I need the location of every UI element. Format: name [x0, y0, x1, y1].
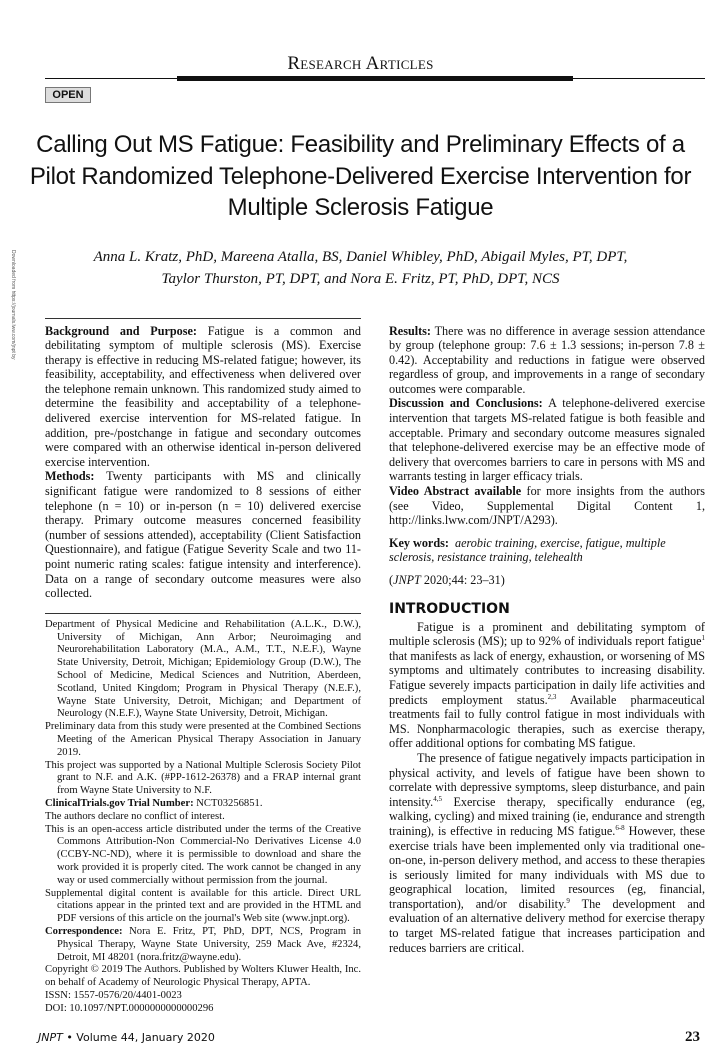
section-heading: Research Articles [287, 53, 434, 74]
right-column [389, 318, 705, 1016]
preliminary-note: Preliminary data from this study were presented at the Combined Sections Meeting of the American Physical Therapy Association in January 2019. [45, 721, 361, 758]
footnotes [45, 619, 361, 1016]
header-rule-thick [177, 76, 573, 81]
correspondence: Correspondence: Nora E. Fritz, PT, PhD, DPT, NCS, Program in Physical Therapy, Wayne State University, 259 Mack Ave, #2324, Detroit, MI 48201 (nora.fritz@wayne.edu). [45, 925, 361, 963]
citation: (JNPT 2020;44: 23–31) [389, 573, 505, 587]
left-column [45, 318, 361, 1016]
supplemental-note: Supplemental digital content is available for this article. Direct URL citations appear in the printed text and are provided in the HTML and PDF versions of this article on the journal's Web site (www.jnpt.org). [45, 887, 361, 925]
abstract-rule [45, 318, 361, 319]
abstract-methods: Methods: Twenty participants with MS and clinically significant fatigue were randomized to 8 sessions of either telephone (n = 10) or in-person (n = 10) delivered exercise therapy. Primary outcome measures concerned feasibility (number of sessions attended), acceptability (Client Satisfaction Questionnaire), and fatigue (Fatigue Severity Scale and two 11-point numeric rating scales: fatigue intensity and interference). Data on a range of secondary outcome measures were also collected. [45, 469, 361, 601]
abstract-video: Video Abstract available for more insights from the authors (see Video, Supplemental Digital Content 1, http://links.lww.com/JNPT/A293). [389, 484, 705, 528]
introduction-heading: INTRODUCTION [389, 600, 510, 617]
abstract-background: Background and Purpose: Fatigue is a common and debilitating symptom of multiple sclerosis (MS). Exercise therapy is effective in reducing MS-related fatigue; however, its feasibility, acceptability, and effectiveness when delivered over the telephone remain unknown. This randomized study aimed to determine the feasibility and acceptability of a telephone-delivered exercise intervention for MS-related fatigue. In addition, pre-/postchange in fatigue and secondary outcomes were compared with an otherwise identical in-person delivered exercise intervention. [45, 323, 361, 469]
trial-number: ClinicalTrials.gov Trial Number: NCT03256851. [45, 797, 263, 809]
author-list [0, 246, 721, 290]
copyright: Copyright © 2019 The Authors. Published by Wolters Kluwer Health, Inc. on behalf of Academy of Neurologic Physical Therapy, APTA. [45, 964, 361, 989]
conflict-note: The authors declare no conflict of interest. [45, 810, 225, 822]
funding-note: This project was supported by a National Multiple Sclerosis Society Pilot grant to N.F. and A.K. (#PP-1612-26378) and a FRAP internal grant from Wayne State University to N.F. [45, 759, 361, 797]
intro-paragraph: The presence of fatigue negatively impacts participation in physical activity, and levels of fatigue have been shown to correlate with depressive symptoms, sleep disturbance, and pain intensity.$^{4,5}$ Exercise therapy, specifically endurance (eg, walking, cycling) and mixed training (ie, endurance and strength training), is effective in reducing MS fatigue.$^{6-8}$ However, these exercise trials have been implemented only via traditional one-on-one, in-person delivery method, and access to these therapies is seriously limited for many individuals with MS due to geographical location, limited resources (eg, financial, transportation), and/or disability.$^9$ The development and evaluation of an alternative delivery method for exercise therapy to target MS-related fatigue that increases participation and reduces barriers are critical. [389, 750, 705, 955]
doi: DOI: 10.1097/NPT.0000000000000296 [45, 1002, 214, 1014]
keywords: Key words: aerobic training, exercise, fatigue, multiple sclerosis, resistance training, telehealth [389, 535, 666, 565]
footer-journal-info: JNPT • Volume 44, January 2020 [38, 1031, 215, 1045]
page-number: 23 [685, 1029, 700, 1046]
article-title: Calling Out MS Fatigue: Feasibility and Preliminary Effects of a Pilot Randomized Telephone-Delivered Exercise Intervention for Multiple Sclerosis Fatigue [29, 131, 692, 221]
footnote-rule [45, 613, 361, 614]
download-watermark: Downloaded from https://journals.lww.com/jnpt by [10, 250, 16, 360]
author-line: Taylor Thurston, PT, DPT, and Nora E. Fritz, PT, PhD, DPT, NCS [161, 270, 560, 287]
header-rules [45, 76, 705, 82]
license-note: This is an open-access article distributed under the terms of the Creative Commons Attribution-Non Commercial-No Derivatives License 4.0 (CCBY-NC-ND), where it is permissible to download and share the work provided it is properly cited. The work cannot be changed in any way or used commercially without permission from the journal. [45, 823, 361, 886]
abstract-results: Results: There was no difference in average session attendance by group (telephone group: 7.6 ± 1.3 sessions; in-person 7.8 ± 0.42). Acceptability and reductions in fatigue were observed regardless of group, and improvements in a range of secondary outcomes were comparable. [389, 323, 705, 396]
abstract-discussion: Discussion and Conclusions: A telephone-delivered exercise intervention that targets MS-related fatigue is both feasible and acceptable. Primary and secondary outcome measures signaled that telephone-delivered exercise may be an effective mode of delivery that overcomes barriers to care in persons with MS and warrants testing in larger efficacy trials. [389, 396, 706, 484]
author-line: Anna L. Kratz, PhD, Mareena Atalla, BS, Daniel Whibley, PhD, Abigail Myles, PT, DPT, [93, 248, 628, 265]
two-column-body [45, 318, 705, 1016]
page-footer [38, 1029, 705, 1046]
open-access-badge: OPEN [45, 87, 91, 103]
intro-paragraph: Fatigue is a prominent and debilitating symptom of multiple sclerosis (MS); up to 92% of individuals report fatigue$^1$ that manifests as lack of energy, exhaustion, or worsening of MS symptoms and ultimately contributes to increasing disability. Fatigue severely impacts participation in daily life activities and predicts employment status.$^{2,3}$ Available pharmaceutical treatments fail to fully control fatigue in most individuals with MS. Nonpharmacologic therapies, such as exercise therapy, offer additional options for combating MS fatigue. [389, 619, 705, 751]
issn: ISSN: 1557-0576/20/4401-0023 [45, 989, 182, 1001]
affiliations: Department of Physical Medicine and Rehabilitation (A.L.K., D.W.), University of Michigan, Ann Arbor; Neuroimaging and Neurorehabilitation Laboratory (M.A., A.M., T.T., N.E.F.), Wayne State University, Detroit, Michigan; Epidemiology Group (D.W.), The School of Medicine, Medical Sciences and Nutrition, Aberdeen, Scotland, United Kingdom; Program in Physical Therapy (N.E.F.), Wayne State University, Detroit, Michigan; and Department of Neurology (N.E.F.), Wayne State University, Detroit, Michigan. [45, 618, 361, 720]
